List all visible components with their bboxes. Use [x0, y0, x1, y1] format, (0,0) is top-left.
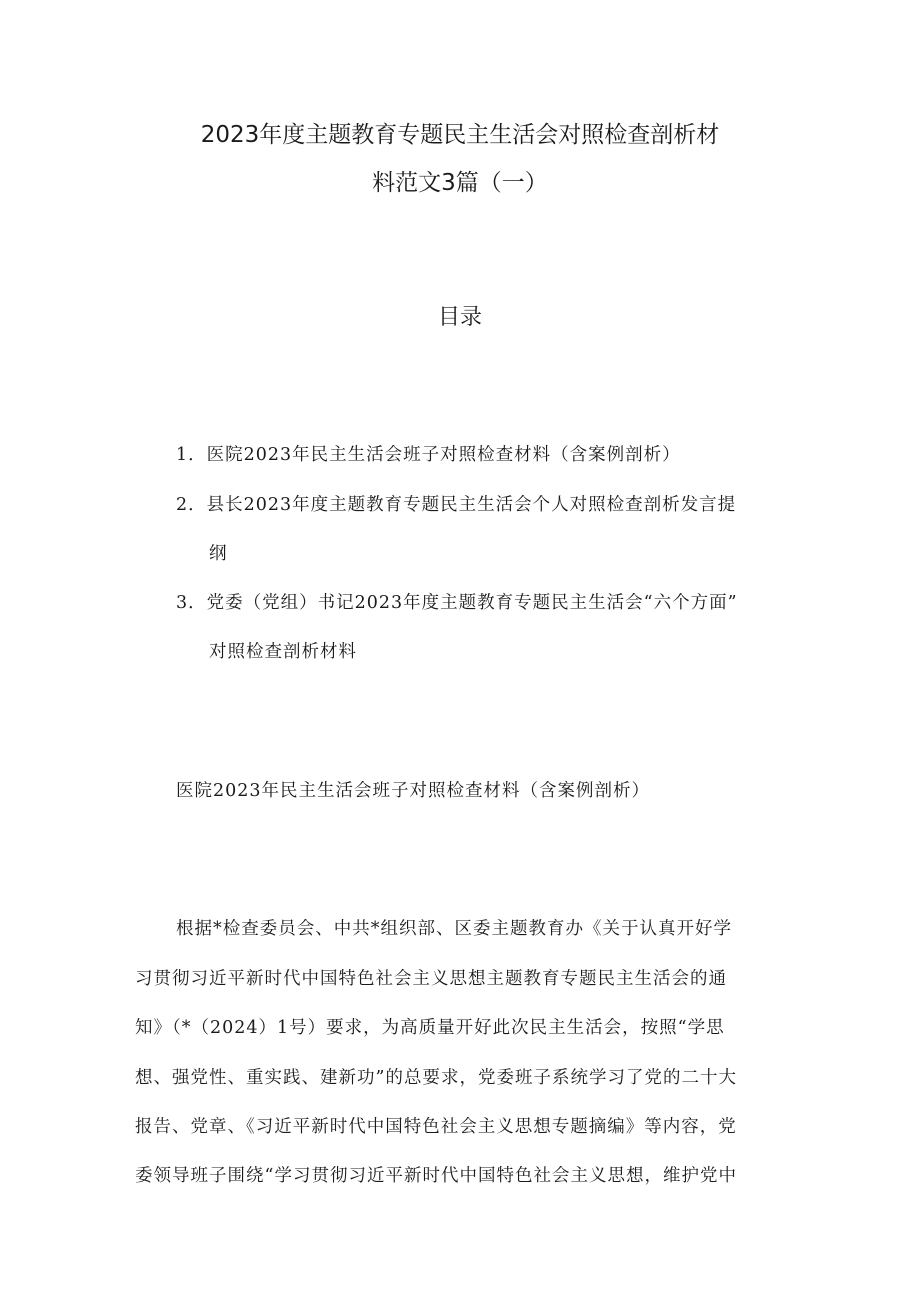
document-title-line-1: 2023年度主题教育专题民主生活会对照检查剖析材 [200, 122, 720, 148]
paragraph-line-4: 想、强党性、重实践、建新功”的总要求，党委班子系统学习了党的二十大 [135, 1068, 737, 1088]
paragraph-line-5: 报告、党章、《习近平新时代中国特色社会主义思想专题摘编》等内容，党 [135, 1117, 737, 1137]
toc-heading: 目录 [437, 305, 482, 330]
toc-item-1: 1．医院2023年民主生活会班子对照检查材料（含案例剖析） [176, 445, 681, 465]
document-title-line-2: 料范文3篇（一） [372, 170, 548, 196]
toc-item-2: 2．县长2023年度主题教育专题民主生活会个人对照检查剖析发言提 [176, 495, 737, 515]
toc-item-3: 3．党委（党组）书记2023年度主题教育专题民主生活会“六个方面” [176, 593, 738, 613]
toc-item-2-continued: 纲 [209, 544, 228, 564]
paragraph-line-6: 委领导班子围绕“学习贯彻习近平新时代中国特色社会主义思想，维护党中 [135, 1166, 737, 1186]
toc-item-3-continued: 对照检查剖析材料 [209, 642, 357, 662]
paragraph-line-2: 习贯彻习近平新时代中国特色社会主义思想主题教育专题民主生活会的通 [135, 969, 727, 989]
paragraph-line-1: 根据*检查委员会、中共*组织部、区委主题教育办《关于认真开好学 [176, 919, 732, 939]
section-title: 医院2023年民主生活会班子对照检查材料（含案例剖析） [176, 781, 651, 801]
paragraph-line-3: 知》（*（2024）1号）要求，为高质量开好此次民主生活会，按照“学思 [135, 1018, 725, 1038]
